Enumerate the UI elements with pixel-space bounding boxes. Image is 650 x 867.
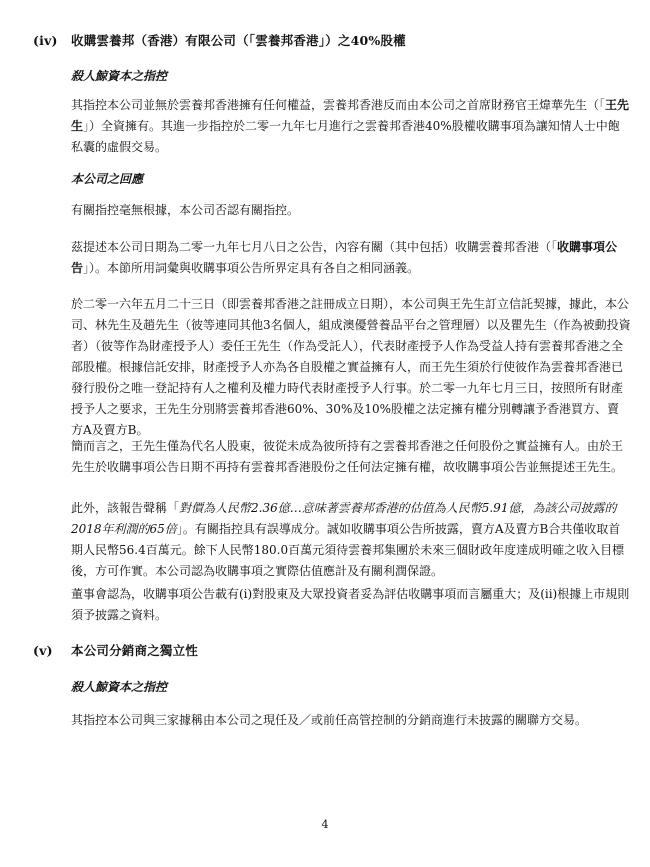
section-heading-v [33,642,198,660]
paragraph-allegation-iv [71,95,631,158]
text-run: 其指控本公司並無於雲養邦香港擁有任何權益，雲養邦香港反而由本公司之首席財務官王煒華先生（「 [71,98,606,112]
text-run: 」）。本節所用詞彙與收購事項公告所界定具有各自之相同涵義。 [83,261,420,275]
section-title: 本公司分銷商之獨立性 [71,643,199,658]
text-run: 茲提述本公司日期為二零一九年七月八日之公告，內容有關（其中包括）收購雲養邦香港（「 [71,240,558,254]
paragraph-reference [71,237,631,279]
paragraph-denial [71,200,631,221]
paragraph-allegation-v [71,710,631,731]
page-number: 4 [321,818,329,831]
section-heading-iv [33,32,406,50]
subheading-allegation: 殺人鯨資本之指控 [71,69,168,83]
paragraph-text: 有關指控毫無根據，本公司否認有關指控。 [71,203,300,217]
paragraph-text: 簡而言之，王先生僅為代名人股東，彼從未成為彼所持有之雲養邦香港之任何股份之實益擁有人。由於王先生於收購事項公告日期不再持有雲養邦香港股份之任何法定擁有權，故收購事項公告並無提述王先生。 [71,439,624,474]
text-run: 」。有關指控具有誤導成分。誠如收購事項公告所披露，賣方A及賣方B合共僅收取首期人民幣56.4百萬元。餘下人民幣180.0百萬元須待雲養邦集團於未來三個財政年度達成明確之收入目標後，方可作實。本公司認為收購事項之實際估值應計及有關利潤保證。 [71,522,625,578]
paragraph-text: 董事會認為，收購事項公告載有(i)對股東及大眾投資者妥為評估收購事項而言屬重大；及(ii)根據上市規則須予披露之資料。 [71,587,630,622]
section-number: (iv) [33,33,58,48]
section-number: (v) [33,643,53,658]
subheading-response: 本公司之回應 [71,172,144,186]
defined-term: 王先生 [71,98,630,133]
paragraph-nominee [71,436,631,478]
text-run: 」）全資擁有。其進一步指控於二零一九年七月進行之雲養邦香港40%股權收購事項為讓知情人士中飽私囊的虛假交易。 [71,119,620,154]
paragraph-text: 其指控本公司與三家據稱由本公司之現任及／或前任高管控制的分銷商進行未披露的關聯方交易。 [71,713,588,727]
section-title: 收購雲養邦（香港）有限公司（「雲養邦香港」）之40%股權 [71,33,406,48]
paragraph-board-opinion [71,584,631,626]
paragraph-trust-deed [71,294,631,441]
paragraph-text: 於二零一六年五月二十三日（即雲養邦香港之註冊成立日期），本公司與王先生訂立信託契據，據此，本公司、林先生及趙先生（彼等連同其他3名個人，組成澳優營養品平台之管理層）以及瞿先生（作為被動投資者）（彼等作為財產授予人）委任王先生（作為受託人），代表財產授予人作為受益人持有雲養邦香港之全部股權。根據信託安排，財產授予人亦為各自股權之實益擁有人，而王先生須於行使彼作為雲養邦香港已發行股份之唯一登記持有人之權利及權力時代表財產授予人行事。於二零一九年七月三日，按照所有財產授予人之要求，王先生分別將雲養邦香港60%、30%及10%股權之法定擁有權分別轉讓予香港買方、賣方A及賣方B。 [71,297,631,437]
quoted-claim: 對價為人民幣2.36億…意味著雲養邦香港的估值為人民幣5.91億，為該公司披露的2018年利潤的65倍 [71,501,617,536]
paragraph-valuation [71,498,631,582]
text-run: 此外，該報告聲稱「 [71,501,180,515]
defined-term: 收購事項公告 [71,240,618,275]
subheading-allegation: 殺人鯨資本之指控 [71,680,168,694]
